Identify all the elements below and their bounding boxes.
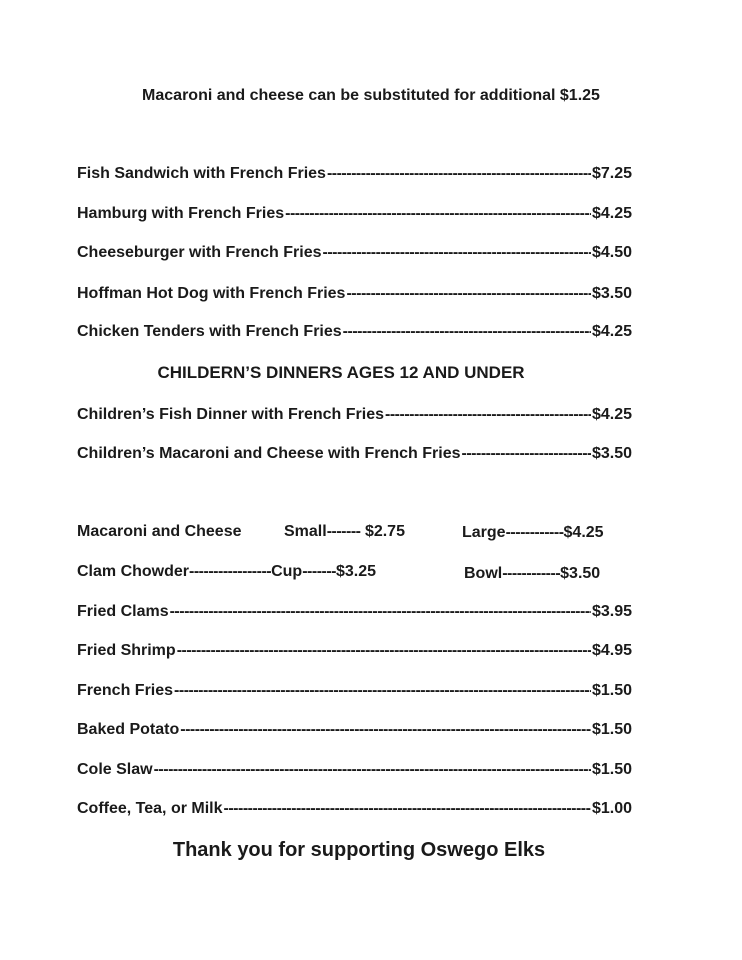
- dash-leader: ------------: [502, 565, 561, 582]
- menu-item-name: Coffee, Tea, or Milk: [77, 800, 223, 817]
- menu-item-price: $7.25: [591, 165, 632, 182]
- menu-item-row: [77, 243, 632, 263]
- size-price: $3.50: [560, 565, 601, 582]
- menu-item-price: $4.25: [591, 323, 632, 340]
- substitution-notice: Macaroni and cheese can be substituted for additional $1.25: [142, 87, 600, 104]
- clam-chowder-cup: [77, 562, 376, 582]
- menu-item-price: $1.00: [591, 800, 632, 817]
- dash-leader: -------: [326, 523, 361, 540]
- menu-item-name: Fish Sandwich with French Fries: [77, 165, 326, 182]
- menu-item-name: Fried Clams: [77, 603, 169, 620]
- size-label: Small: [284, 523, 327, 540]
- menu-item-price: $3.50: [591, 285, 632, 302]
- thank-you-footer: Thank you for supporting Oswego Elks: [172, 839, 546, 861]
- menu-item-price: $1.50: [591, 682, 632, 699]
- dot-leader: [180, 720, 591, 740]
- menu-item-row: [77, 164, 632, 184]
- dot-leader: [385, 405, 591, 425]
- menu-item-price: $4.25: [591, 406, 632, 423]
- size-label: Large: [462, 524, 506, 541]
- size-price: $2.75: [364, 523, 405, 540]
- menu-item-price: $4.95: [591, 642, 632, 659]
- menu-item-row: [77, 760, 632, 780]
- dot-leader: [170, 602, 591, 622]
- menu-item-price: $1.50: [591, 721, 632, 738]
- menu-item-row: [77, 602, 632, 622]
- menu-item-name: Children’s Macaroni and Cheese with French Fries: [77, 445, 461, 462]
- dash-leader: -----------------: [189, 563, 272, 580]
- clam-chowder-name: Clam Chowder: [77, 563, 190, 580]
- dot-leader: [285, 204, 591, 224]
- dot-leader: [154, 760, 591, 780]
- menu-item-row: [77, 720, 632, 740]
- dot-leader: [327, 164, 591, 184]
- menu-item-price: $4.25: [591, 205, 632, 222]
- menu-item-name: Children’s Fish Dinner with French Fries: [77, 406, 385, 423]
- clam-chowder-bowl: [464, 564, 600, 584]
- dot-leader: [177, 641, 591, 661]
- menu-item-row: [77, 405, 632, 425]
- menu-item-name: French Fries: [77, 682, 174, 699]
- menu-item-price: $4.50: [591, 244, 632, 261]
- size-price: $4.25: [563, 524, 604, 541]
- menu-item-row: [77, 641, 632, 661]
- dot-leader: [462, 444, 591, 464]
- menu-item-name: Baked Potato: [77, 721, 180, 738]
- menu-item-name: Cheeseburger with French Fries: [77, 244, 322, 261]
- mac-cheese-name: Macaroni and Cheese: [77, 523, 242, 540]
- dot-leader: [346, 284, 591, 304]
- mac-cheese-small: [284, 522, 405, 542]
- menu-item-name: Hoffman Hot Dog with French Fries: [77, 285, 346, 302]
- menu-item-name: Fried Shrimp: [77, 642, 176, 659]
- menu-item-row: [77, 799, 632, 819]
- menu-item-row: [77, 444, 632, 464]
- dash-leader: -------: [302, 563, 336, 580]
- size-label: Cup: [271, 563, 303, 580]
- menu-item-row: [77, 284, 632, 304]
- size-price: $3.25: [336, 563, 377, 580]
- menu-item-price: $1.50: [591, 761, 632, 778]
- dot-leader: [323, 243, 591, 263]
- section-heading-children: CHILDERN’S DINNERS AGES 12 AND UNDER: [157, 363, 525, 382]
- menu-item-name: Hamburg with French Fries: [77, 205, 285, 222]
- mac-cheese-large: [462, 523, 604, 543]
- menu-item-row: [77, 204, 632, 224]
- menu-item-name: Chicken Tenders with French Fries: [77, 323, 342, 340]
- menu-item-row: [77, 681, 632, 701]
- dot-leader: [343, 322, 591, 342]
- menu-item-price: $3.95: [591, 603, 632, 620]
- dash-leader: ------------: [505, 524, 564, 541]
- menu-item-row: [77, 322, 632, 342]
- dot-leader: [174, 681, 591, 701]
- size-label: Bowl: [464, 565, 503, 582]
- menu-item-name: Cole Slaw: [77, 761, 153, 778]
- dot-leader: [224, 799, 591, 819]
- menu-item-price: $3.50: [591, 445, 632, 462]
